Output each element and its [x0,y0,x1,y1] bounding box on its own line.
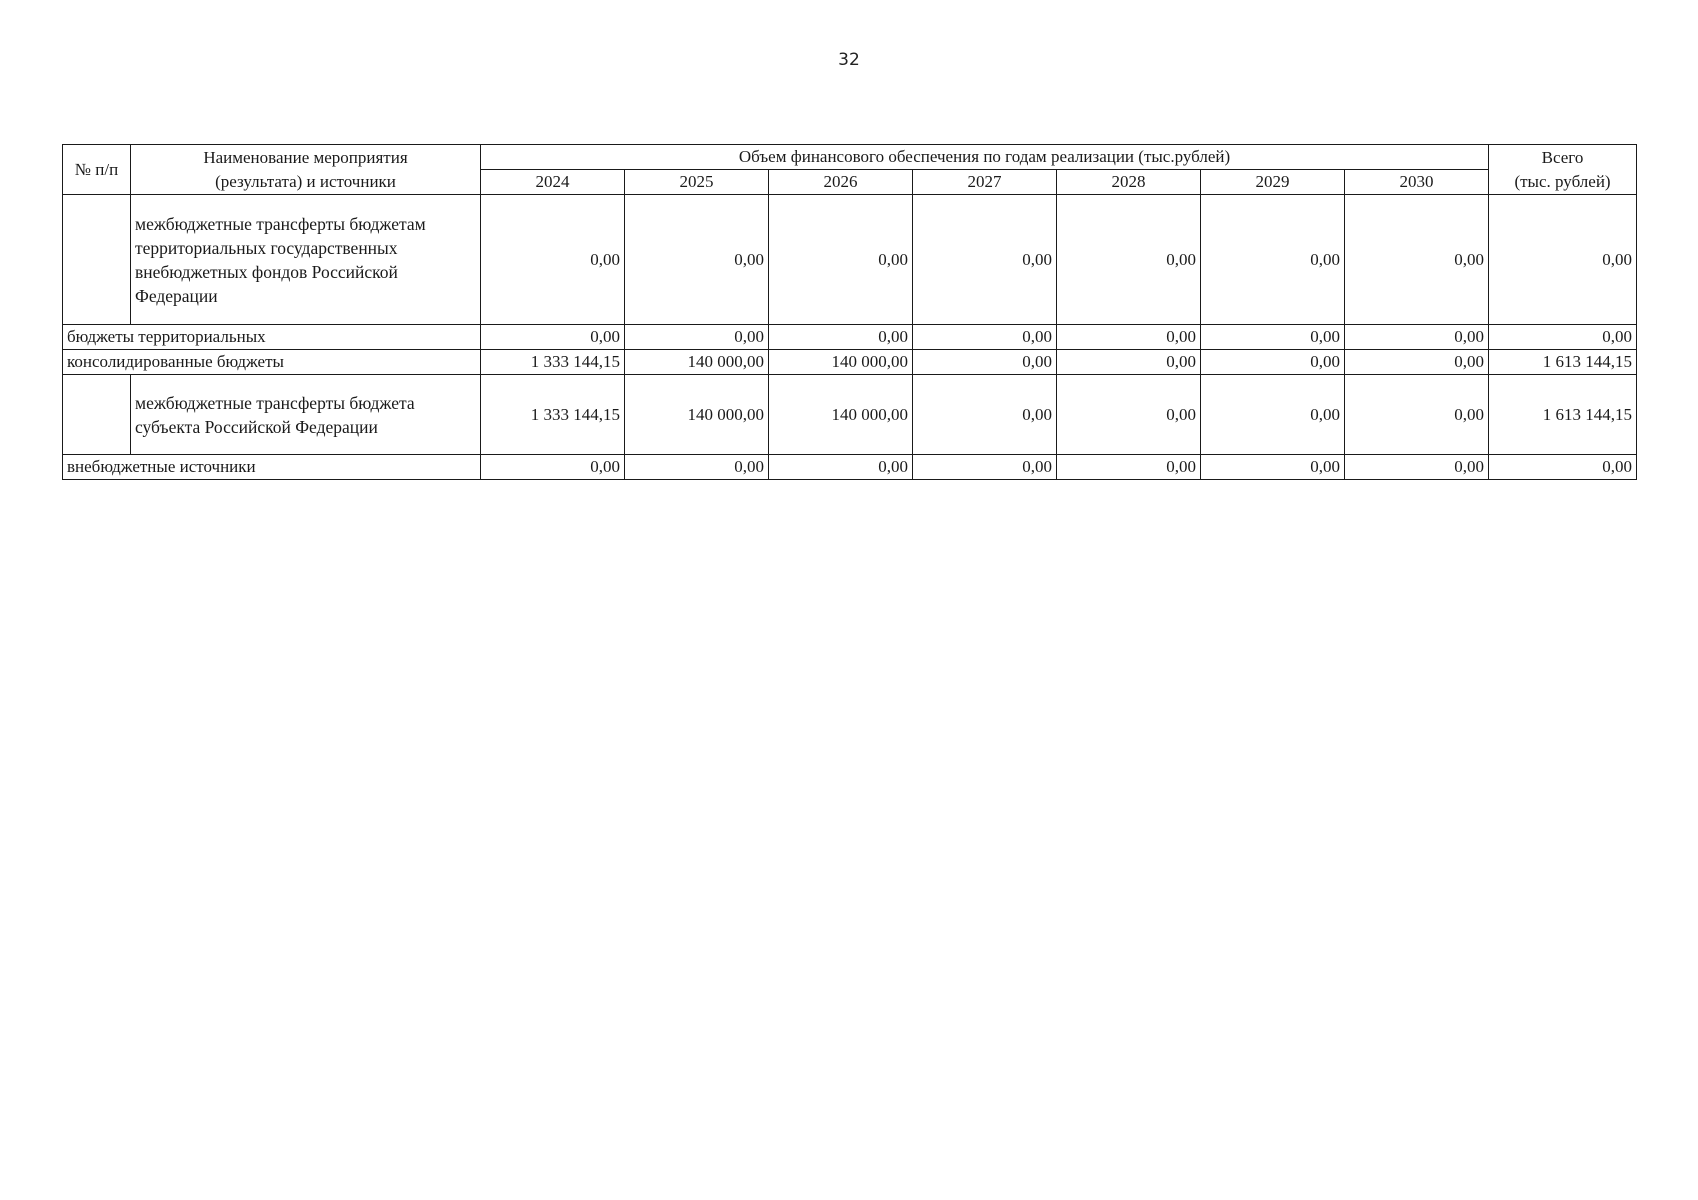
value-cell: 0,00 [1057,375,1201,455]
value-cell: 140 000,00 [625,375,769,455]
header-name-line2: (результата) и источники [215,171,396,191]
total-cell: 1 613 144,15 [1489,375,1637,455]
value-cell: 0,00 [481,455,625,480]
value-cell: 0,00 [1345,375,1489,455]
header-year: 2028 [1057,170,1201,195]
row-num [63,375,131,455]
value-cell: 0,00 [481,325,625,350]
value-cell: 0,00 [1201,455,1345,480]
page-number: 32 [838,50,860,70]
row-name: консолидированные бюджеты [63,350,481,375]
value-cell: 0,00 [1345,195,1489,325]
value-cell: 0,00 [1057,195,1201,325]
row-num [63,195,131,325]
header-year: 2025 [625,170,769,195]
header-year: 2024 [481,170,625,195]
value-cell: 1 333 144,15 [481,375,625,455]
value-cell: 0,00 [625,455,769,480]
table-row [63,375,1637,455]
row-name: внебюджетные источники [63,455,481,480]
table-row [63,195,1637,325]
value-cell: 0,00 [769,325,913,350]
value-cell: 140 000,00 [769,350,913,375]
value-cell: 0,00 [769,455,913,480]
total-cell: 0,00 [1489,195,1637,325]
value-cell: 0,00 [1345,455,1489,480]
value-cell: 0,00 [913,455,1057,480]
value-cell: 0,00 [1201,195,1345,325]
header-year: 2029 [1201,170,1345,195]
total-cell: 1 613 144,15 [1489,350,1637,375]
value-cell: 0,00 [1057,455,1201,480]
financing-table [62,144,1637,480]
value-cell: 0,00 [625,325,769,350]
row-name: бюджеты территориальных [63,325,481,350]
value-cell: 140 000,00 [769,375,913,455]
header-year: 2027 [913,170,1057,195]
header-name [131,145,481,195]
value-cell: 0,00 [1057,350,1201,375]
header-total-line1: Всего [1541,147,1584,167]
header-total [1489,145,1637,195]
value-cell: 0,00 [1345,325,1489,350]
value-cell: 140 000,00 [625,350,769,375]
value-cell: 0,00 [1057,325,1201,350]
value-cell: 0,00 [913,195,1057,325]
row-name: межбюджетные трансферты бюджетам территориальных государственных внебюджетных фондов Российской Федерации [131,195,481,325]
value-cell: 0,00 [1201,375,1345,455]
value-cell: 0,00 [913,325,1057,350]
value-cell: 1 333 144,15 [481,350,625,375]
table-row [63,325,1637,350]
value-cell: 0,00 [913,375,1057,455]
value-cell: 0,00 [1201,350,1345,375]
row-name: межбюджетные трансферты бюджета субъекта Российской Федерации [131,375,481,455]
value-cell: 0,00 [481,195,625,325]
header-year: 2030 [1345,170,1489,195]
value-cell: 0,00 [1345,350,1489,375]
header-year: 2026 [769,170,913,195]
value-cell: 0,00 [625,195,769,325]
header-row-1 [63,145,1637,170]
header-total-line2: (тыс. рублей) [1514,171,1611,191]
value-cell: 0,00 [1201,325,1345,350]
total-cell: 0,00 [1489,325,1637,350]
value-cell: 0,00 [913,350,1057,375]
value-cell: 0,00 [769,195,913,325]
header-name-line1: Наименование мероприятия [203,147,408,167]
header-volume-group: Объем финансового обеспечения по годам реализации (тыс.рублей) [481,145,1489,170]
header-num: № п/п [63,145,131,195]
table-row [63,455,1637,480]
table-row [63,350,1637,375]
total-cell: 0,00 [1489,455,1637,480]
